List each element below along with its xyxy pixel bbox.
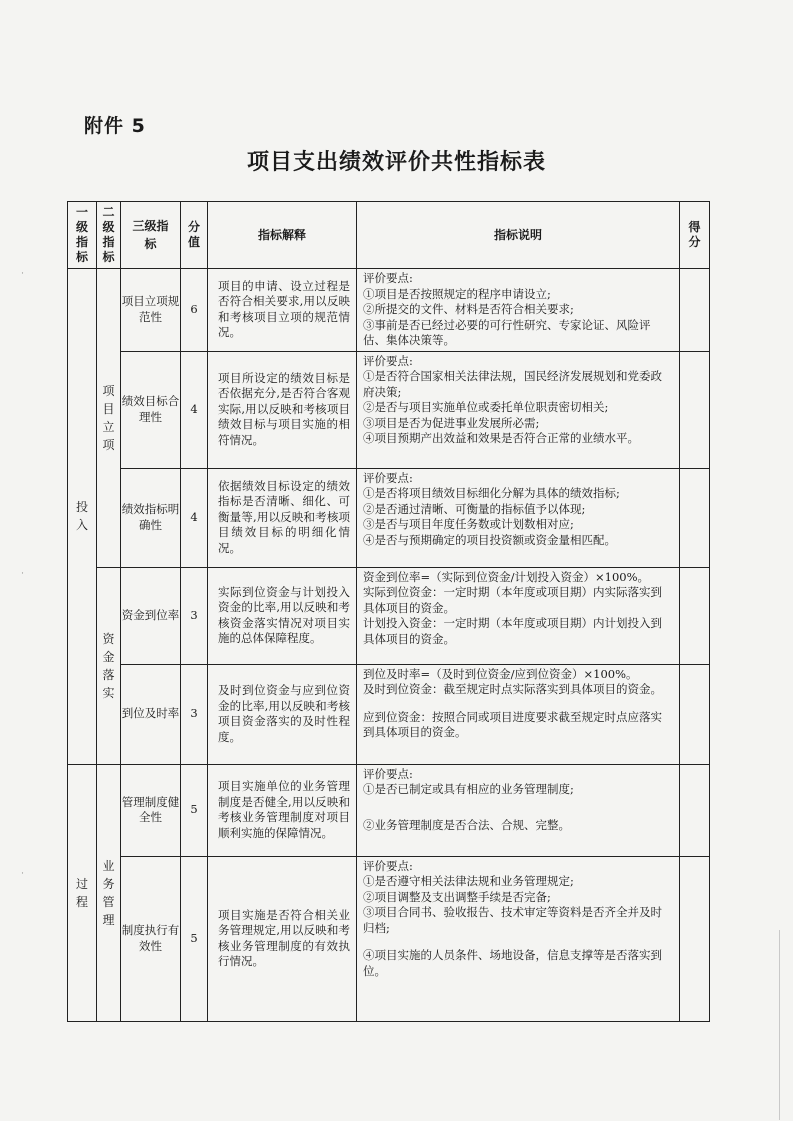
description-cell: 到位及时率=（及时到位资金/应到位资金）×100%。 及时到位资金：截至规定时点实际落实到具体项目的资金。 应到位资金：按照合同或项目进度要求截至规定时点应落实到具体项目的资金。 — [357, 664, 680, 764]
page-title: 项目支出绩效评价共性指标表 — [246, 150, 546, 175]
header-description: 指标说明 — [357, 202, 680, 269]
description-cell: 评价要点: ①是否将项目绩效目标细化分解为具体的绩效指标; ②是否通过清晰、可衡量的指标值予以体现; ③是否与项目年度任务数或计划数相对应; ④是否与预期确定的项目投资额或资金量相匹配。 — [357, 468, 680, 567]
header-result: 得分 — [680, 202, 710, 269]
explanation-cell: 项目所设定的绩效目标是否依据充分,是否符合客观实际,用以反映和考核项目绩效目标与项目实施的相符情况。 — [208, 351, 357, 468]
score-cell: 3 — [181, 567, 208, 664]
margin-mark: ˙ — [20, 572, 25, 583]
table-row — [68, 664, 710, 764]
l3-cell: 项目立项规范性 — [121, 269, 181, 352]
l3-cell: 制度执行有效性 — [121, 856, 181, 1021]
table-row — [68, 269, 710, 352]
description-cell: 资金到位率=（实际到位资金/计划投入资金）×100%。 实际到位资金：一定时期（本年度或项目期）内实际落实到具体项目的资金。 计划投入资金：一定时期（本年度或项目期）内计划投入到具体项目的资金。 — [357, 567, 680, 664]
result-cell — [680, 351, 710, 468]
explanation-cell: 实际到位资金与计划投入资金的比率,用以反映和考核资金落实情况对项目实施的总体保障程度。 — [208, 567, 357, 664]
table-row — [68, 856, 710, 1021]
explanation-cell: 依据绩效目标设定的绩效指标是否清晰、细化、可衡量等,用以反映和考核项目绩效目标的明细化情况。 — [208, 468, 357, 567]
margin-mark: ˙ — [20, 872, 25, 883]
result-cell — [680, 856, 710, 1021]
description-cell: 评价要点: ①是否遵守相关法律法规和业务管理规定; ②项目调整及支出调整手续是否完备; ③项目合同书、验收报告、技术审定等资料是否齐全并及时归档; ④项目实施的人员条件、场地设备，信息支撑等是否落实到位。 — [357, 856, 680, 1021]
group-l1-input: 投入 — [68, 269, 97, 765]
group-l1-process: 过程 — [68, 764, 97, 1021]
explanation-cell: 项目实施单位的业务管理制度是否健全,用以反映和考核业务管理制度对项目顺利实施的保障情况。 — [208, 764, 357, 856]
table-row — [68, 567, 710, 664]
attachment-label: 附件 5 — [84, 115, 146, 137]
score-cell: 4 — [181, 351, 208, 468]
result-cell — [680, 269, 710, 352]
l3-cell: 管理制度健全性 — [121, 764, 181, 856]
result-cell — [680, 764, 710, 856]
score-cell: 6 — [181, 269, 208, 352]
margin-mark: ˙ — [20, 272, 25, 283]
result-cell — [680, 664, 710, 764]
header-level1: 一级指标 — [68, 202, 97, 269]
group-l2-fund-arrival: 资金落实 — [97, 567, 121, 764]
group-l2-project-setup: 项目立项 — [97, 269, 121, 568]
l3-cell: 绩效目标合理性 — [121, 351, 181, 468]
group-l2-business-mgmt: 业务管理 — [97, 764, 121, 1021]
table-row — [68, 351, 710, 468]
description-cell: 评价要点: ①是否已制定或具有相应的业务管理制度; ②业务管理制度是否合法、合规、完整。 — [357, 764, 680, 856]
table-row — [68, 468, 710, 567]
l3-cell: 绩效指标明确性 — [121, 468, 181, 567]
explanation-cell: 项目的申请、设立过程是否符合相关要求,用以反映和考核项目立项的规范情况。 — [208, 269, 357, 352]
result-cell — [680, 468, 710, 567]
description-cell: 评价要点: ①是否符合国家相关法律法规，国民经济发展规划和党委政府决策; ②是否与项目实施单位或委托单位职责密切相关; ③项目是否为促进事业发展所必需; ④项目预期产出效益和效果是否符合正常的业绩水平。 — [357, 351, 680, 468]
explanation-cell: 及时到位资金与应到位资金的比率,用以反映和考核项目资金落实的及时性程度。 — [208, 664, 357, 764]
score-cell: 5 — [181, 764, 208, 856]
header-level3: 三级指标 — [121, 202, 181, 269]
indicator-table — [67, 201, 710, 1022]
score-cell: 5 — [181, 856, 208, 1021]
score-cell: 3 — [181, 664, 208, 764]
explanation-cell: 项目实施是否符合相关业务管理规定,用以反映和考核业务管理制度的有效执行情况。 — [208, 856, 357, 1021]
description-cell: 评价要点: ①项目是否按照规定的程序申请设立; ②所提交的文件、材料是否符合相关要求; ③事前是否已经过必要的可行性研究、专家论证、风险评估、集体决策等。 — [357, 269, 680, 352]
header-level2: 二级指标 — [97, 202, 121, 269]
table-row — [68, 764, 710, 856]
header-explanation: 指标解释 — [208, 202, 357, 269]
result-cell — [680, 567, 710, 664]
l3-cell: 到位及时率 — [121, 664, 181, 764]
score-cell: 4 — [181, 468, 208, 567]
header-score: 分值 — [181, 202, 208, 269]
header-row — [68, 202, 710, 269]
page-edge-line — [779, 930, 780, 1120]
l3-cell: 资金到位率 — [121, 567, 181, 664]
